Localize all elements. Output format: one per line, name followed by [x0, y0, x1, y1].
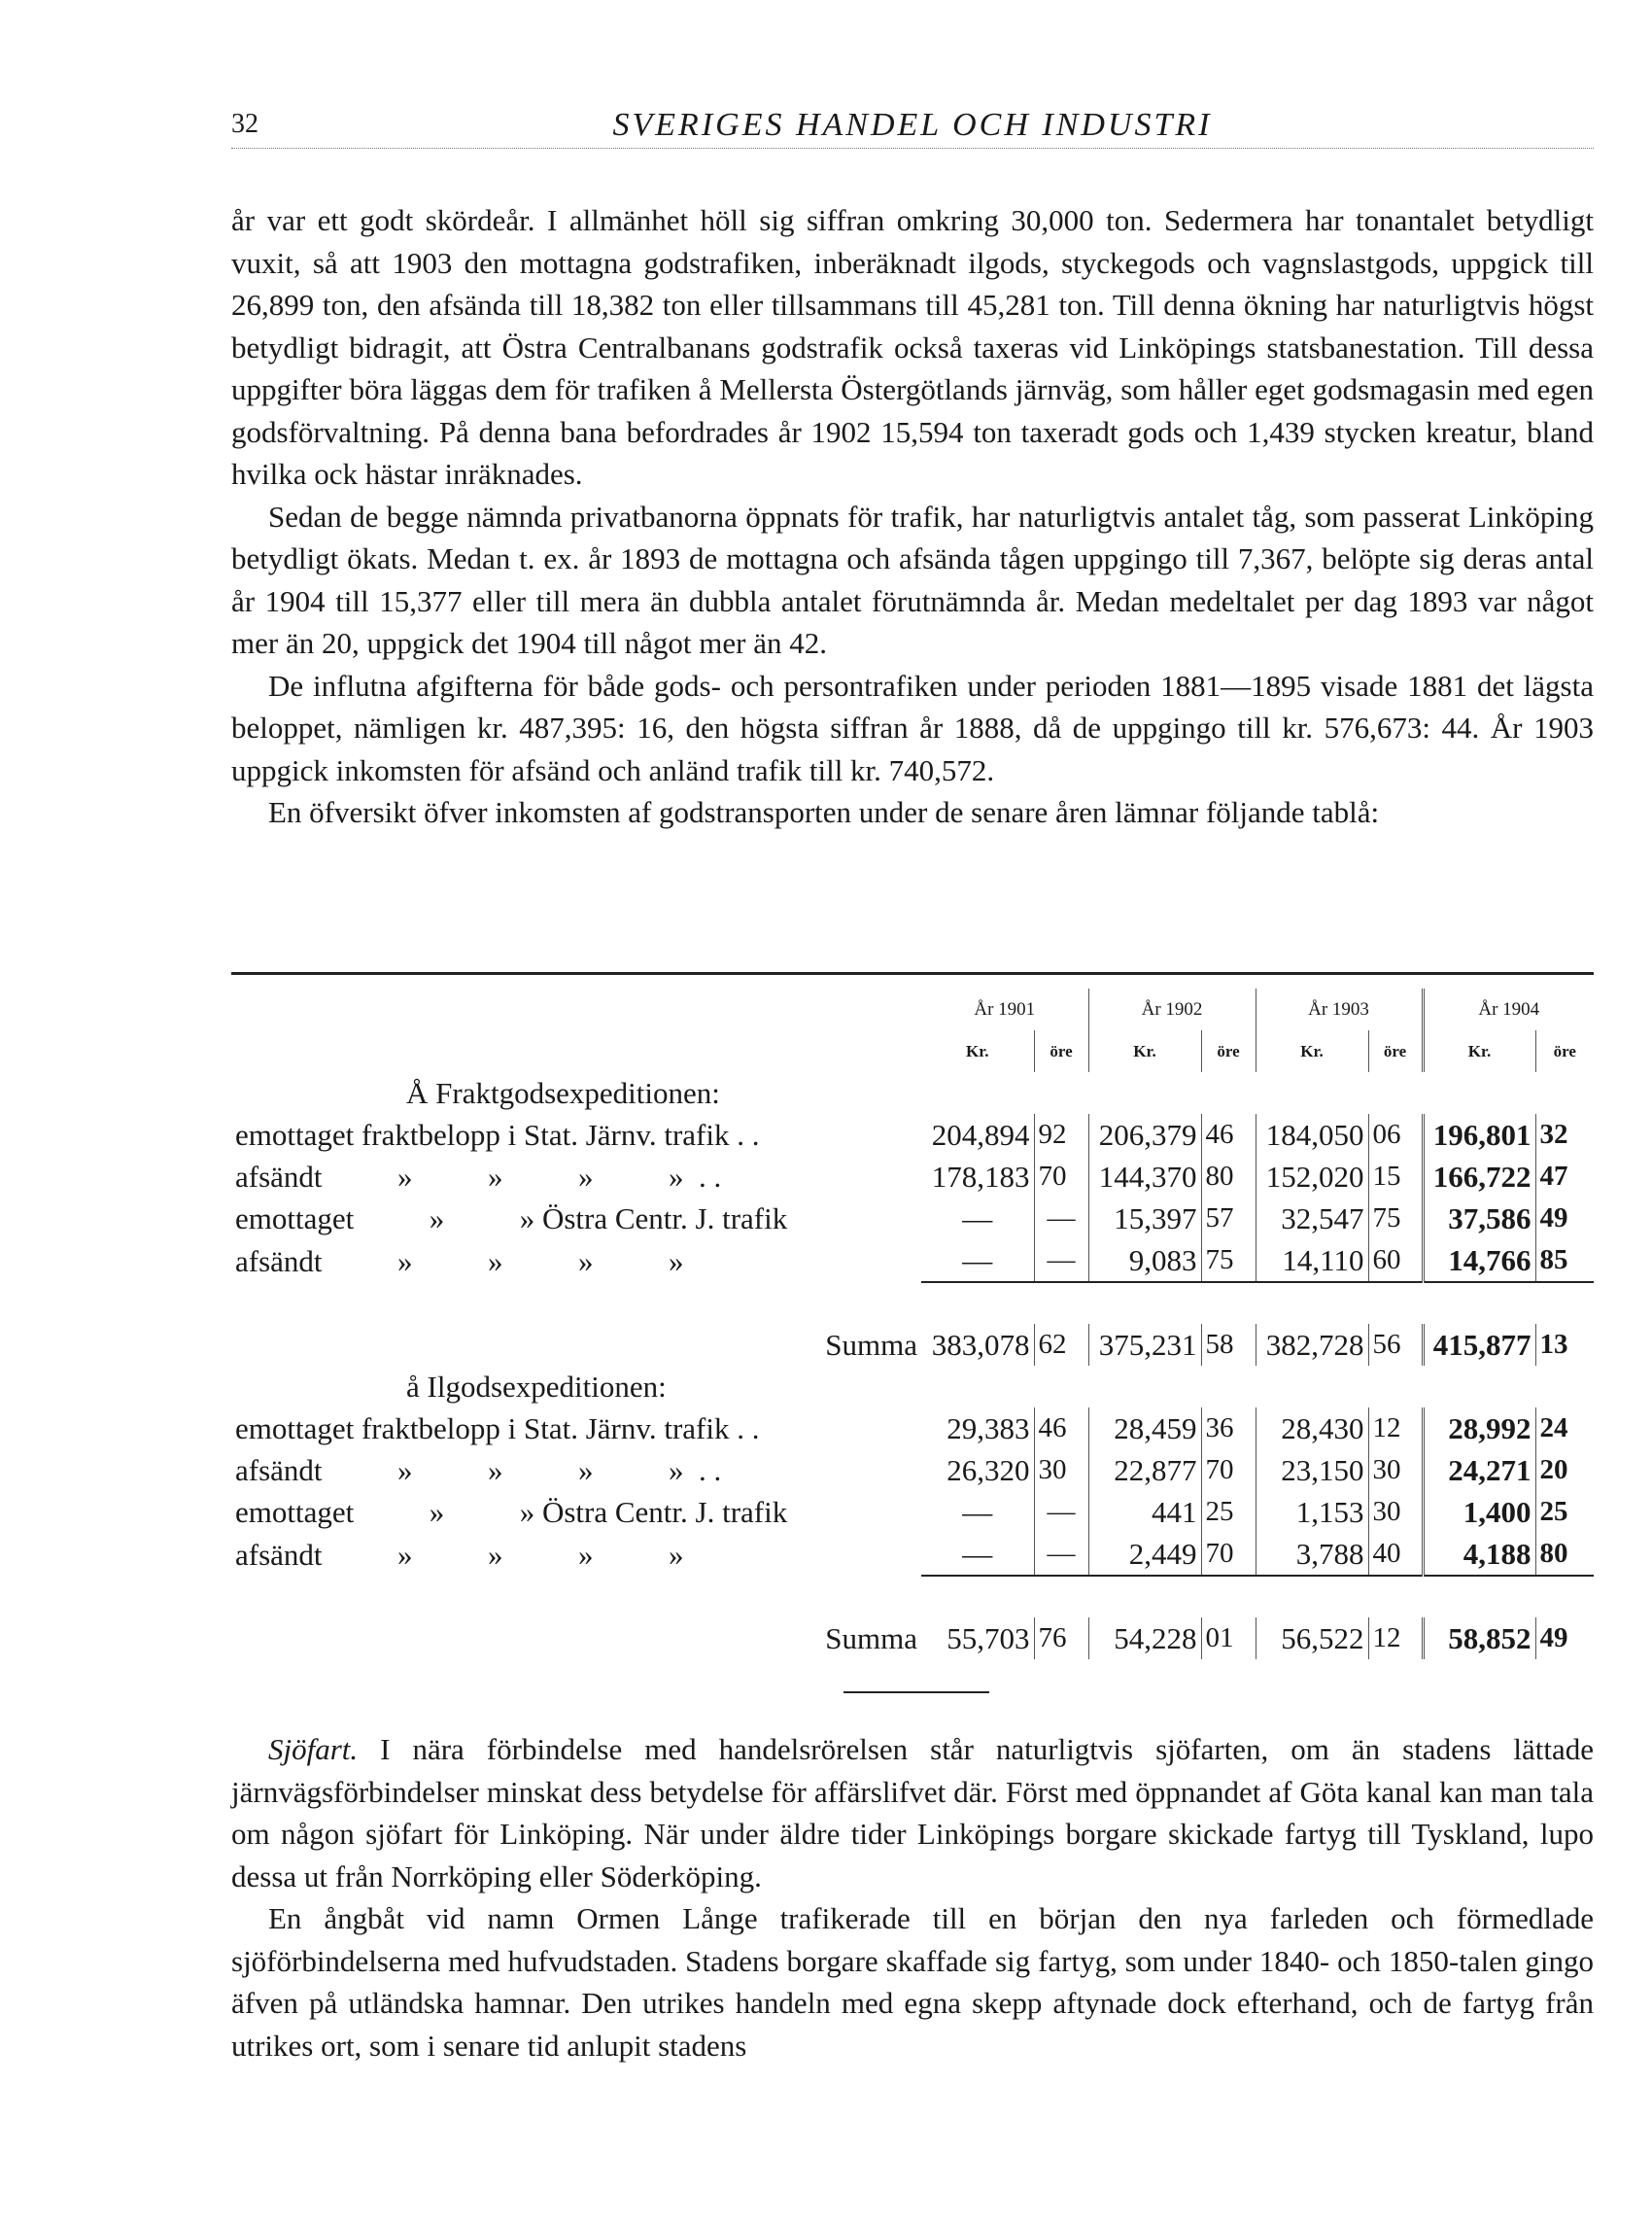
ore-cell: 57	[1201, 1198, 1256, 1239]
year-header-row	[231, 989, 1594, 1030]
ore-cell: 25	[1535, 1491, 1594, 1533]
section1-sum-body	[231, 1324, 1594, 1366]
summa-label: Summa	[825, 1328, 917, 1362]
kr-cell: 9,083	[1088, 1239, 1201, 1282]
kr-cell: 152,020	[1256, 1156, 1368, 1198]
table-row	[231, 1198, 1594, 1239]
book-page	[231, 0, 1594, 2223]
kr-cell: 26,320	[946, 1453, 1030, 1487]
ore-cell: 46	[1201, 1114, 1256, 1156]
ore-cell: 49	[1535, 1198, 1594, 1239]
ore-header: öre	[1034, 1030, 1088, 1072]
year-1901: År 1901	[974, 999, 1036, 1020]
ore-cell: 15	[1368, 1156, 1423, 1198]
year-1902: År 1902	[1088, 989, 1256, 1030]
ore-cell: 25	[1201, 1491, 1256, 1533]
table-row	[231, 1533, 1594, 1576]
kr-cell: 24,271	[1423, 1449, 1535, 1491]
ore-cell: —	[1034, 1533, 1088, 1576]
kr-cell: 166,722	[1423, 1156, 1535, 1198]
section1-title: Å Fraktgodsexpeditionen:	[406, 1076, 720, 1110]
row-label: emottaget » » Östra Centr. J. trafik	[235, 1201, 788, 1235]
ore-cell: 75	[1368, 1198, 1423, 1239]
kr-cell: 3,788	[1256, 1533, 1368, 1576]
ore-cell: 75	[1201, 1239, 1256, 1282]
kr-cell: 204,894	[931, 1118, 1030, 1152]
kr-cell: 441	[1088, 1491, 1201, 1533]
revenue-table	[231, 989, 1594, 1659]
ore-cell: 70	[1034, 1156, 1088, 1198]
table-row	[231, 1239, 1594, 1282]
sum-row	[231, 1617, 1594, 1659]
kr-cell: 54,228	[1088, 1617, 1201, 1659]
kr-cell: 383,078	[931, 1328, 1030, 1362]
ore-cell: —	[1034, 1239, 1088, 1282]
paragraph-1: år var ett godt skördeår. I allmänhet höll sig siffran omkring 30,000 ton. Sedermera har tonantalet betydligt vuxit, så att 1903 den mottagna godstrafiken, inberäknadt ilgods, styckegods och vagnslastgods, uppgick till 26,899 ton, den afsända till 18,382 ton eller tillsammans till 45,281 ton. Till denna ökning har naturligtvis högst betydligt bidragit, att Östra Centralbanans godstrafik också taxeras vid Linköpings statsbanestation. Till dessa uppgifter böra läggas dem för trafiken å Mellersta Östergötlands järnväg, som håller eget godsmagasin med egen godsförvaltning. På denna bana befordrades år 1902 15,594 ton taxeradt gods och 1,439 stycken kreatur, bland hvilka ock hästar inräknades.	[231, 203, 1594, 491]
kr-cell: —	[962, 1495, 993, 1529]
ore-cell: 70	[1201, 1533, 1256, 1576]
kr-cell: 23,150	[1256, 1449, 1368, 1491]
unit-header-row	[231, 1030, 1594, 1072]
table-row	[231, 1156, 1594, 1198]
kr-cell: 144,370	[1088, 1156, 1201, 1198]
running-title: SVERIGES HANDEL OCH INDUSTRI	[612, 107, 1213, 143]
row-label: emottaget fraktbelopp i Stat. Järnv. trafik . .	[235, 1118, 760, 1152]
kr-cell: 206,379	[1088, 1114, 1201, 1156]
ore-cell: 58	[1201, 1324, 1256, 1366]
ore-cell: —	[1034, 1198, 1088, 1239]
sjofart-text-1: I nära förbindelse med handelsrörelsen står naturligtvis sjöfarten, om än stadens lättade järnvägsförbindelser minskat dess betydelse för affärslifvet där. Först med öppnandet af Göta kanal kan man tala om någon sjöfart för Linköping. När under äldre tider Linköpings borgare skickade fartyg till Tyskland, lupo dessa ut från Norrköping eller Söderköping.	[231, 1732, 1594, 1893]
table-row	[231, 1114, 1594, 1156]
kr-cell: —	[962, 1243, 993, 1277]
kr-cell: 178,183	[931, 1160, 1030, 1194]
table-top-rule	[231, 972, 1594, 975]
kr-cell: 28,430	[1256, 1407, 1368, 1449]
ore-cell: 60	[1368, 1239, 1423, 1282]
ore-cell: —	[1034, 1491, 1088, 1533]
year-1904: År 1904	[1423, 989, 1594, 1030]
ore-cell: 13	[1535, 1324, 1594, 1366]
kr-cell: 28,992	[1423, 1407, 1535, 1449]
section2-sum-body	[231, 1617, 1594, 1659]
table-row	[231, 1407, 1594, 1449]
ore-cell: 80	[1201, 1156, 1256, 1198]
section-title-row	[231, 1366, 1594, 1407]
kr-cell: 29,383	[946, 1411, 1030, 1445]
ore-cell: 30	[1034, 1449, 1088, 1491]
kr-cell: 415,877	[1423, 1324, 1535, 1366]
kr-header: Kr.	[1256, 1030, 1368, 1072]
row-label: emottaget fraktbelopp i Stat. Järnv. trafik . .	[235, 1411, 760, 1445]
row-label: afsändt » » » » . .	[235, 1453, 722, 1487]
kr-cell: 22,877	[1088, 1449, 1201, 1491]
kr-cell: 184,050	[1256, 1114, 1368, 1156]
section1-body	[231, 1114, 1594, 1282]
ore-cell: 06	[1368, 1114, 1423, 1156]
kr-header: Kr.	[1088, 1030, 1201, 1072]
kr-cell: 55,703	[946, 1621, 1030, 1655]
ore-cell: 76	[1034, 1617, 1088, 1659]
year-1903: År 1903	[1256, 989, 1423, 1030]
kr-cell: 196,801	[1423, 1114, 1535, 1156]
kr-header: Kr.	[966, 1042, 989, 1060]
row-label: afsändt » » » »	[235, 1243, 684, 1278]
sum-row	[231, 1324, 1594, 1366]
ore-cell: 92	[1034, 1114, 1088, 1156]
section-divider	[843, 1691, 989, 1693]
kr-cell: 375,231	[1088, 1324, 1201, 1366]
ore-cell: 12	[1368, 1617, 1423, 1659]
ore-cell: 56	[1368, 1324, 1423, 1366]
kr-cell: 32,547	[1256, 1198, 1368, 1239]
running-head	[231, 107, 1594, 146]
ore-cell: 20	[1535, 1449, 1594, 1491]
body-text-bottom	[231, 1728, 1594, 2067]
kr-cell: 4,188	[1423, 1533, 1535, 1576]
kr-cell: 2,449	[1088, 1533, 1201, 1576]
ore-cell: 36	[1201, 1407, 1256, 1449]
kr-cell: 382,728	[1256, 1324, 1368, 1366]
ore-cell: 85	[1535, 1239, 1594, 1282]
sjofart-heading: Sjöfart.	[268, 1732, 359, 1766]
page-number: 32	[231, 109, 258, 139]
kr-cell: 14,110	[1256, 1239, 1368, 1282]
header-rule	[231, 148, 1594, 149]
ore-cell: 32	[1535, 1114, 1594, 1156]
ore-header: öre	[1535, 1030, 1594, 1072]
sjofart-paragraph-1	[231, 1728, 1594, 1897]
ore-cell: 40	[1368, 1533, 1423, 1576]
row-label: afsändt » » » » . .	[235, 1160, 722, 1194]
section2-title: å Ilgodsexpeditionen:	[406, 1370, 667, 1404]
body-text-top	[231, 199, 1594, 834]
ore-header: öre	[1201, 1030, 1256, 1072]
row-label: afsändt » » » »	[235, 1537, 684, 1572]
section-title-row	[231, 1072, 1594, 1114]
table-row	[231, 1491, 1594, 1533]
kr-cell: 37,586	[1423, 1198, 1535, 1239]
kr-cell: —	[962, 1201, 993, 1235]
paragraph-2: Sedan de begge nämnda privatbanorna öppnats för trafik, har naturligtvis antalet tåg, som passerat Linköping betydligt ökats. Medan t. ex. år 1893 de mottagna och afsända tågen uppgingo till 7,367, belöpte sig deras antal år 1904 till 15,377 eller till mera än dubbla antalet förutnämnda år. Medan medeltalet per dag 1893 var något mer än 20, uppgick det 1904 till något mer än 42.	[231, 499, 1594, 660]
ore-cell: 12	[1368, 1407, 1423, 1449]
ore-cell: 47	[1535, 1156, 1594, 1198]
ore-cell: 80	[1535, 1533, 1594, 1576]
kr-cell: 28,459	[1088, 1407, 1201, 1449]
paragraph-3: De influtna afgifterna för både gods- och persontrafiken under perioden 1881—1895 visade 1881 det lägsta beloppet, nämligen kr. 487,395: 16, den högsta siffran år 1888, då de uppgingo till kr. 576,673: 44. År 1903 uppgick inkomsten för afsänd och anländ trafik till kr. 740,572.	[231, 668, 1594, 787]
kr-cell: 1,400	[1423, 1491, 1535, 1533]
ore-cell: 49	[1535, 1617, 1594, 1659]
revenue-table-wrap	[231, 972, 1594, 1659]
kr-cell: 15,397	[1088, 1198, 1201, 1239]
ore-cell: 24	[1535, 1407, 1594, 1449]
table-row	[231, 1449, 1594, 1491]
ore-cell: 46	[1034, 1407, 1088, 1449]
ore-cell: 30	[1368, 1491, 1423, 1533]
kr-cell: 58,852	[1423, 1617, 1535, 1659]
ore-cell: 62	[1034, 1324, 1088, 1366]
kr-cell: 56,522	[1256, 1617, 1368, 1659]
kr-header: Kr.	[1423, 1030, 1535, 1072]
section1-sum-rule	[231, 1282, 1594, 1324]
summa-label: Summa	[825, 1621, 917, 1655]
sjofart-paragraph-2: En ångbåt vid namn Ormen Långe trafikerade till en början den nya farleden och förmedlade sjöförbindelserna med hufvudstaden. Stadens borgare skaffade sig fartyg, som under 1840- och 1850-talen gingo äfven på utländska hamnar. Den utrikes handeln med egna skepp aftynade dock efterhand, och de fartyg från utrikes ort, som i senare tid anlupit stadens	[231, 1901, 1594, 2063]
row-label: emottaget » » Östra Centr. J. trafik	[235, 1495, 788, 1529]
section2-body	[231, 1407, 1594, 1576]
paragraph-4: En öfversikt öfver inkomsten af godstransporten under de senare åren lämnar följande tablå:	[268, 795, 1380, 829]
section2-sum-rule	[231, 1576, 1594, 1617]
ore-cell: 30	[1368, 1449, 1423, 1491]
kr-cell: 1,153	[1256, 1491, 1368, 1533]
ore-header: öre	[1368, 1030, 1423, 1072]
kr-cell: —	[962, 1537, 993, 1571]
kr-cell: 14,766	[1423, 1239, 1535, 1282]
ore-cell: 70	[1201, 1449, 1256, 1491]
ore-cell: 01	[1201, 1617, 1256, 1659]
